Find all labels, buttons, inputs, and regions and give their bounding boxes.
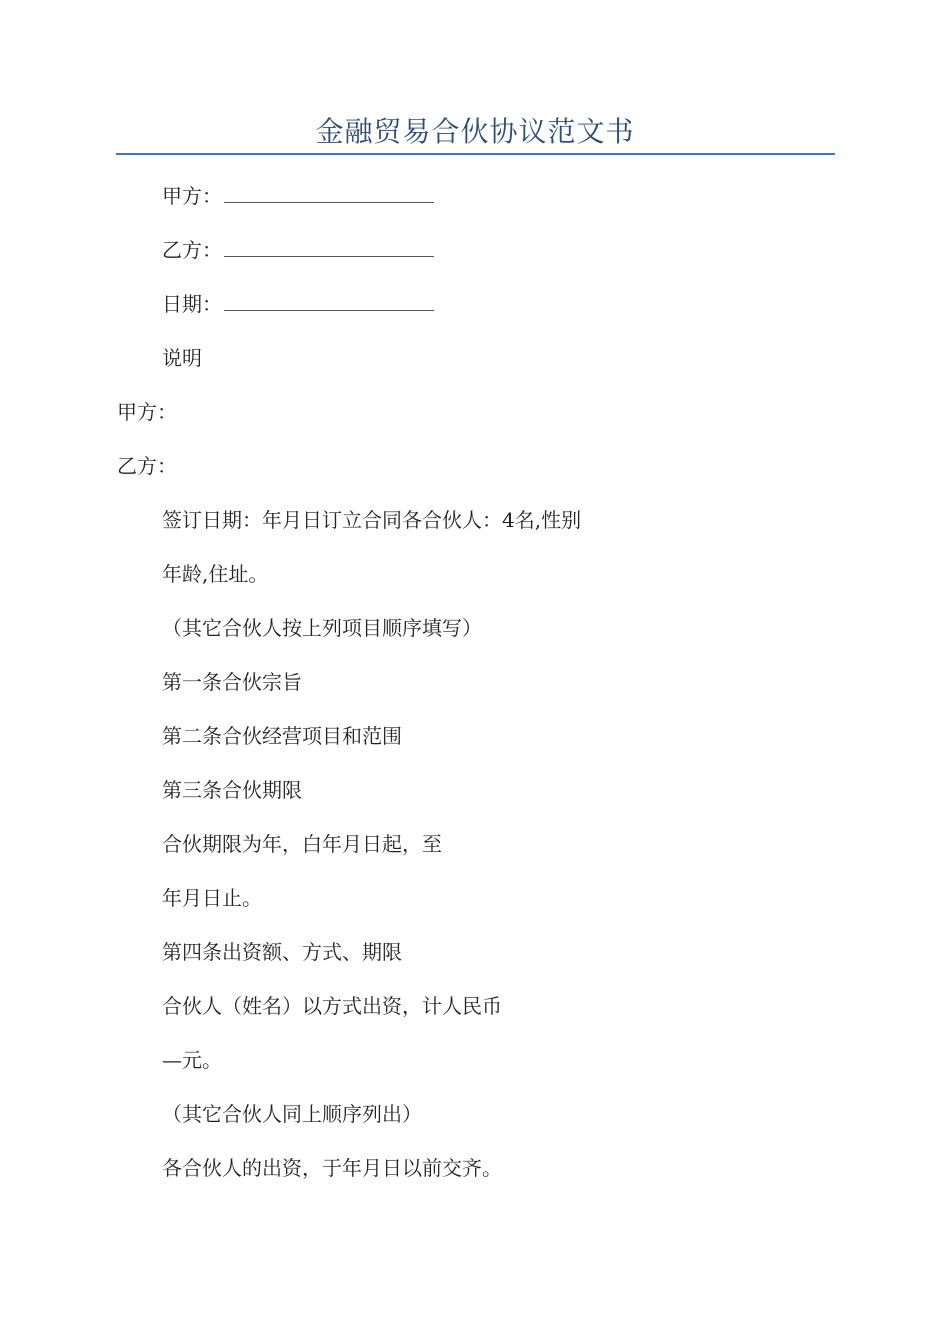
paragraph-party-a: 甲方： [117, 400, 177, 424]
title-underline [116, 153, 835, 155]
party-b-field [162, 235, 434, 265]
article-1-heading: 第一条合伙宗旨 [162, 670, 302, 694]
date-field [162, 289, 434, 319]
paragraph-term: 合伙期限为年，白年月日起，至 [162, 832, 442, 856]
paragraph-signing-date: 签订日期：年月日订立合同各合伙人：4名,性别 [162, 508, 582, 532]
paragraph-term-end: 年月日止。 [162, 886, 262, 910]
party-b-blank-line [224, 238, 434, 257]
date-label: 日期： [162, 292, 222, 316]
paragraph-contribution-amount: —元。 [162, 1048, 222, 1072]
paragraph-age-address: 年龄,住址。 [162, 562, 269, 586]
paragraph-contribution-deadline: 各合伙人的出资，于年月日以前交齐。 [162, 1156, 502, 1180]
party-b-label: 乙方： [162, 238, 222, 262]
party-a-field [162, 181, 434, 211]
article-4-heading: 第四条出资额、方式、期限 [162, 940, 402, 964]
paragraph-other-partners-note: （其它合伙人按上列项目顺序填写） [162, 616, 482, 640]
paragraph-party-b: 乙方： [117, 454, 177, 478]
paragraph-contribution: 合伙人（姓名）以方式出资，计人民币 [162, 994, 502, 1018]
article-2-heading: 第二条合伙经营项目和范围 [162, 724, 402, 748]
party-a-label: 甲方： [162, 184, 222, 208]
date-blank-line [224, 292, 434, 311]
section-heading-explanation: 说明 [162, 346, 202, 370]
paragraph-other-partners-order: （其它合伙人同上顺序列出） [162, 1102, 422, 1126]
document-title: 金融贸易合伙协议范文书 [315, 115, 635, 148]
article-3-heading: 第三条合伙期限 [162, 778, 302, 802]
party-a-blank-line [224, 184, 434, 203]
